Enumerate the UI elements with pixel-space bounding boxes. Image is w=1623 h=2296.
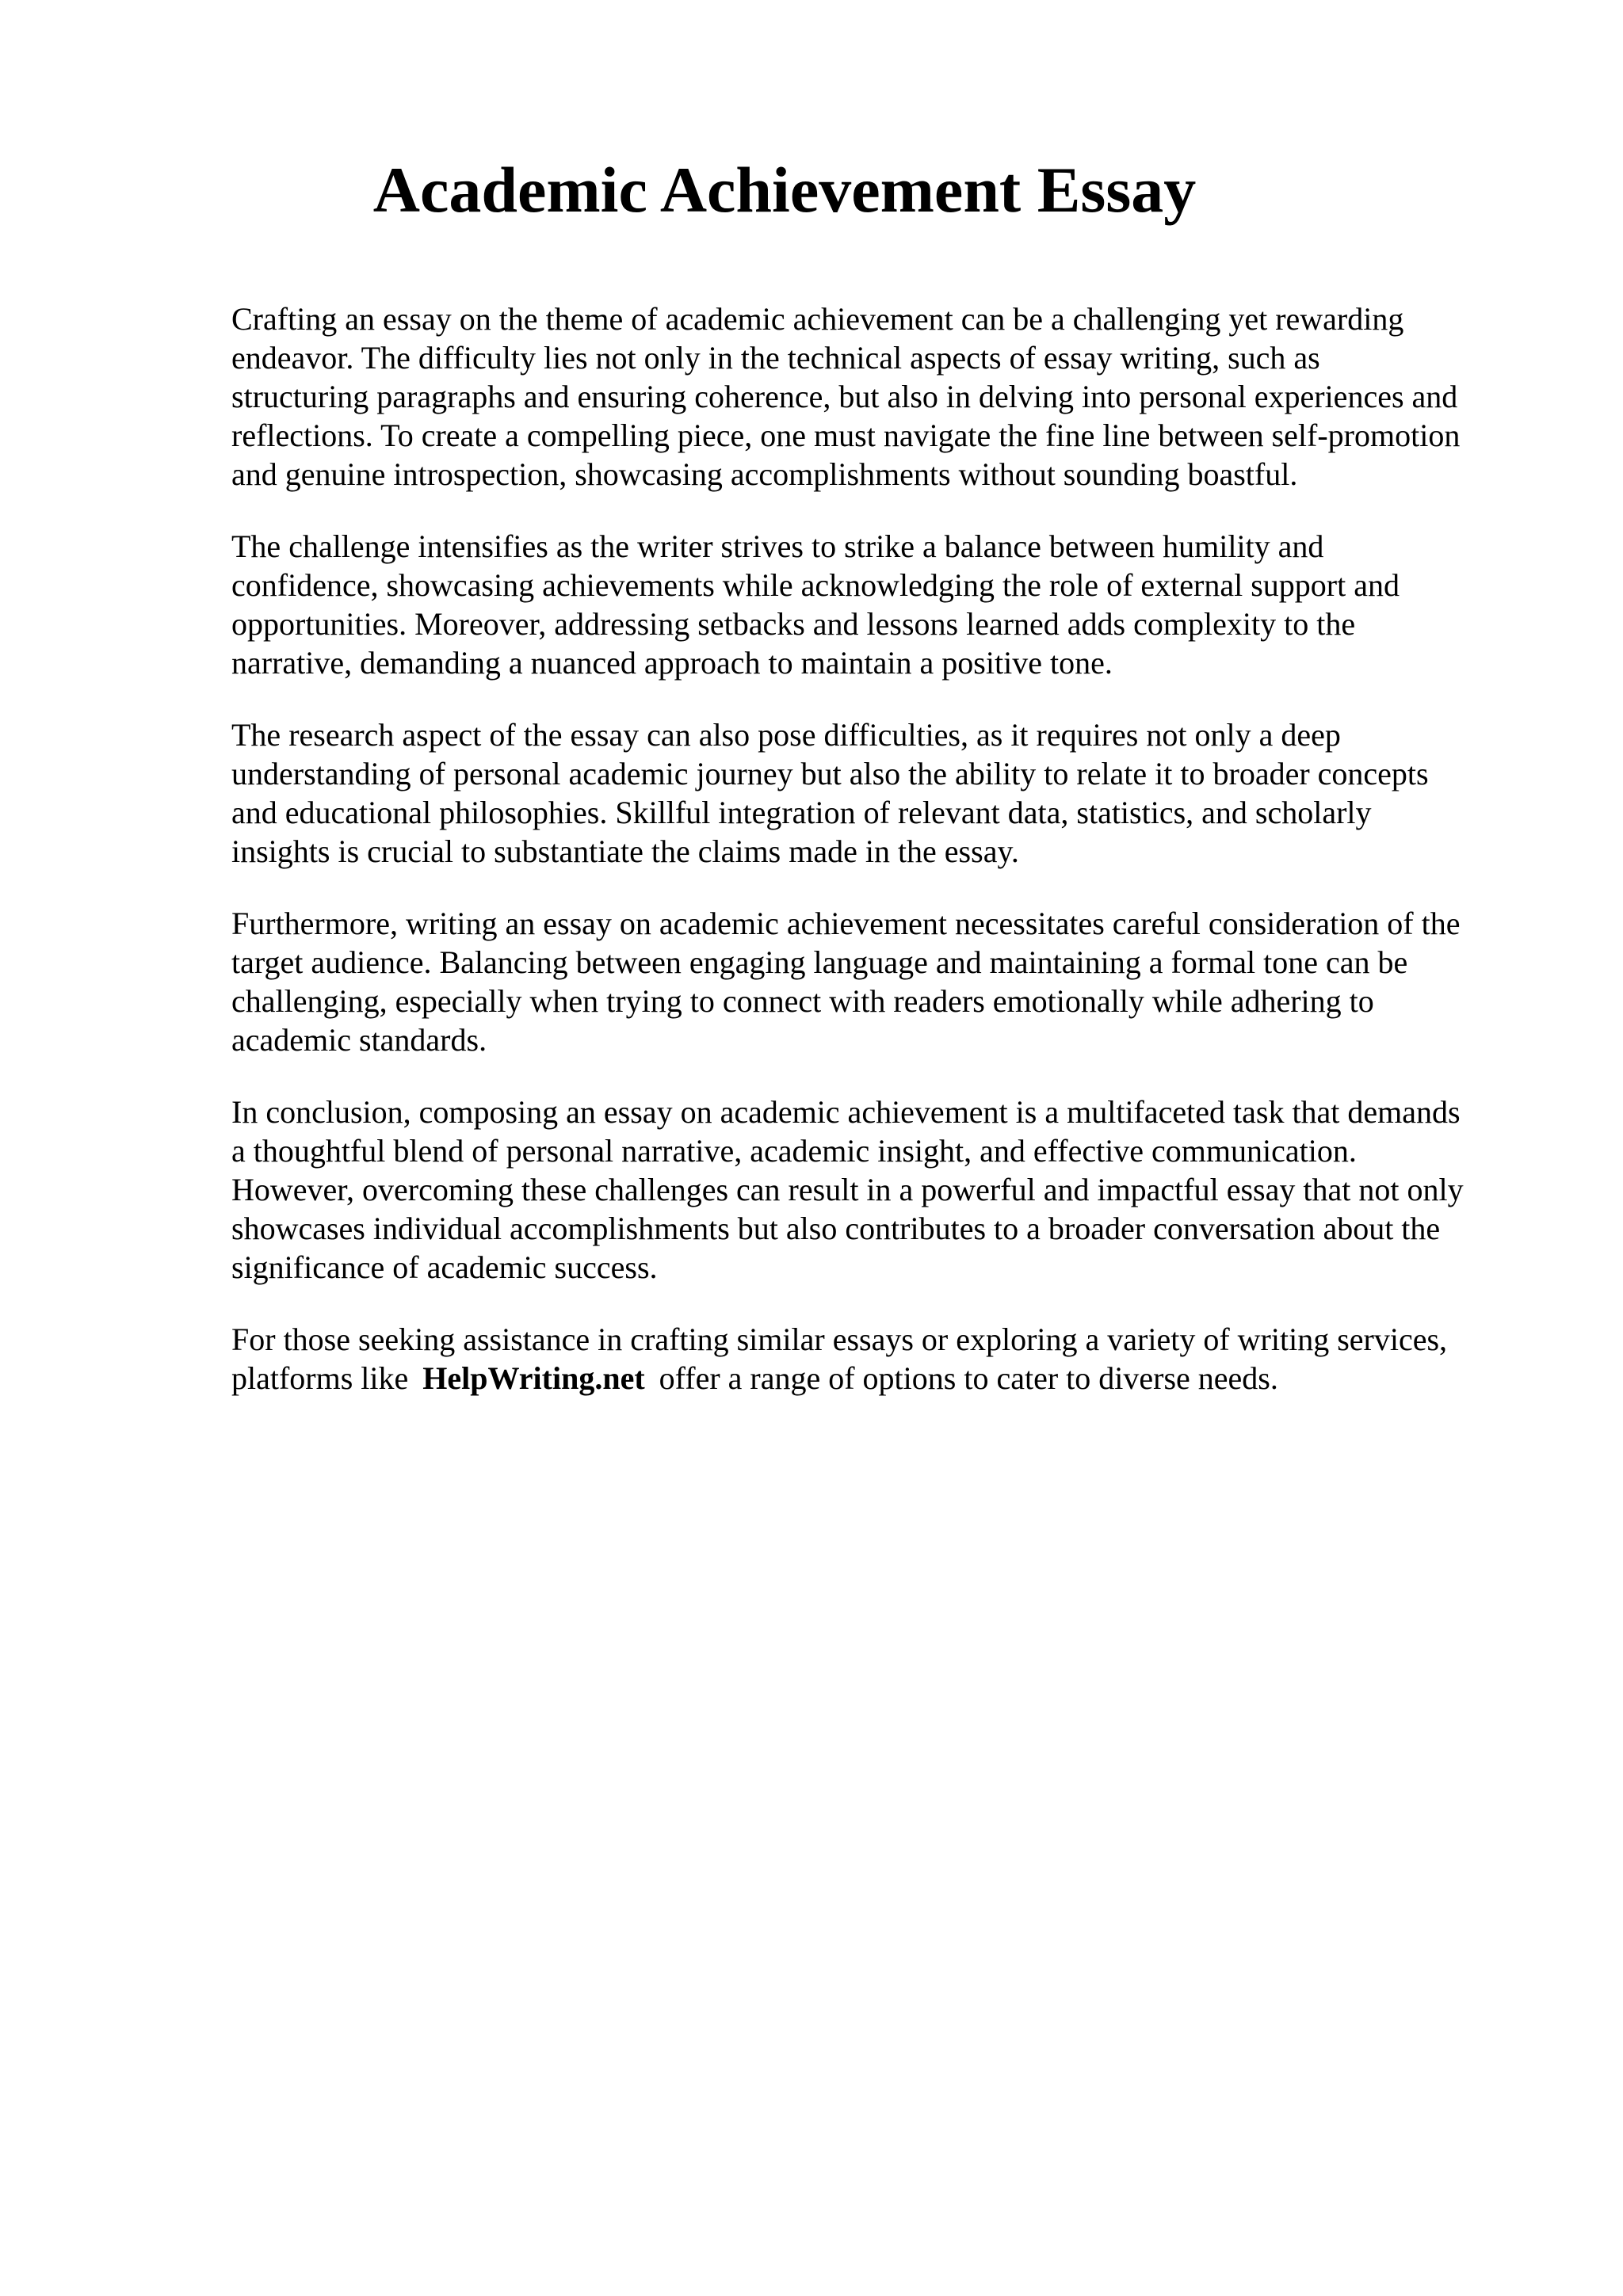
paragraph-line: Crafting an essay on the theme of academic achievement can be a challenging yet rewarding <box>231 301 1404 337</box>
paragraph-line: endeavor. The difficulty lies not only in the technical aspects of essay writing, such as <box>231 340 1320 376</box>
paragraph-line: understanding of personal academic journey but also the ability to relate it to broader concepts <box>231 756 1429 791</box>
paragraph-line: challenging, especially when trying to connect with readers emotionally while adhering to <box>231 983 1374 1019</box>
paragraph-line: structuring paragraphs and ensuring coherence, but also in delving into personal experiences and <box>231 379 1458 414</box>
paragraph-line: The challenge intensifies as the writer strives to strike a balance between humility and <box>231 528 1324 564</box>
paragraph-line: Furthermore, writing an essay on academic achievement necessitates careful consideration of the <box>231 906 1461 941</box>
closing-prefix: platforms like <box>231 1360 409 1396</box>
paragraph-line: opportunities. Moreover, addressing setbacks and lessons learned adds complexity to the <box>231 606 1356 642</box>
essay-body <box>231 299 1531 1431</box>
paragraph-line: narrative, demanding a nuanced approach to maintain a positive tone. <box>231 645 1113 681</box>
closing-line: For those seeking assistance in crafting similar essays or exploring a variety of writing services, <box>231 1322 1448 1357</box>
paragraph-line: and educational philosophies. Skillful integration of relevant data, statistics, and scholarly <box>231 795 1372 830</box>
paragraph-line: reflections. To create a compelling piece, one must navigate the fine line between self-promotion <box>231 418 1461 453</box>
paragraph-2 <box>231 527 1531 682</box>
paragraph-line: In conclusion, composing an essay on academic achievement is a multifaceted task that demands <box>231 1094 1461 1130</box>
paragraph-3 <box>231 715 1531 871</box>
paragraph-line: The research aspect of the essay can also pose difficulties, as it requires not only a deep <box>231 717 1341 753</box>
closing-line-2 <box>231 1359 1531 1398</box>
paragraph-line: and genuine introspection, showcasing accomplishments without sounding boastful. <box>231 456 1298 492</box>
paragraph-line: insights is crucial to substantiate the claims made in the essay. <box>231 833 1019 869</box>
page-title: Academic Achievement Essay <box>372 154 1197 226</box>
closing-suffix: offer a range of options to cater to diverse needs. <box>659 1360 1278 1396</box>
paragraph-line: confidence, showcasing achievements while acknowledging the role of external support and <box>231 567 1400 603</box>
closing-paragraph <box>231 1320 1531 1398</box>
brand-name: HelpWriting.net <box>422 1360 645 1396</box>
paragraph-line: target audience. Balancing between engaging language and maintaining a formal tone can be <box>231 944 1408 980</box>
paragraph-5 <box>231 1093 1531 1287</box>
paragraph-line: showcases individual accomplishments but also contributes to a broader conversation about the <box>231 1211 1441 1246</box>
paragraph-line: a thoughtful blend of personal narrative, academic insight, and effective communication. <box>231 1133 1357 1169</box>
paragraph-1 <box>231 299 1531 494</box>
paragraph-line: However, overcoming these challenges can result in a powerful and impactful essay that not only <box>231 1172 1464 1207</box>
paragraph-line: academic standards. <box>231 1022 487 1058</box>
paragraph-4 <box>231 904 1531 1059</box>
paragraph-line: significance of academic success. <box>231 1249 658 1285</box>
